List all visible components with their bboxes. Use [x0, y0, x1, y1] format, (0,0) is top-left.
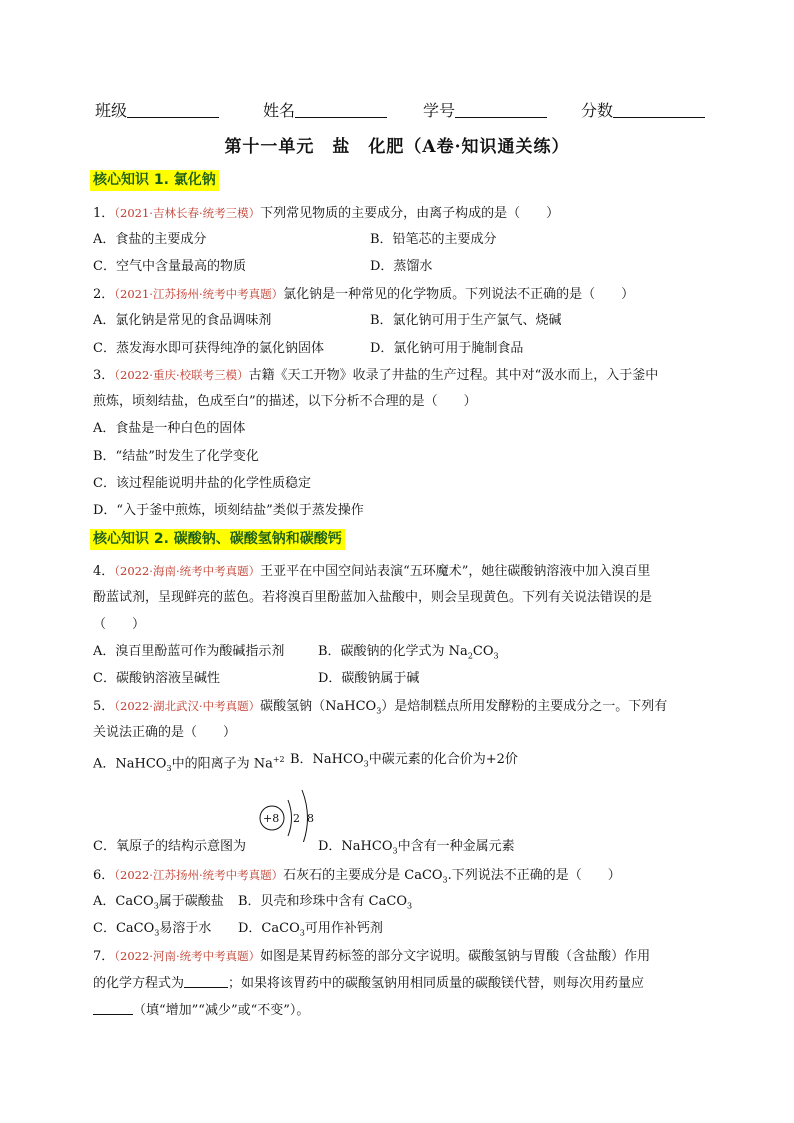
- q3-option-b[interactable]: B．“结盐”时发生了化学变化: [93, 449, 259, 464]
- equation-answer-blank[interactable]: [184, 974, 228, 988]
- name-label: 姓名: [263, 101, 296, 120]
- section-heading-1: 核心知识 1. 氯化钠: [90, 170, 219, 191]
- shell-1-electrons: 2: [293, 812, 300, 825]
- option-text: 中碳元素的化合价为+2价: [368, 752, 518, 767]
- shell-2-electrons: 8: [307, 812, 314, 825]
- question-source: （2022·河南·统考中考真题）: [114, 949, 261, 963]
- subscript: 3: [442, 875, 448, 885]
- question-3-stem-line2: 煎炼，顷刻结盐，色成至白”的描述，以下分析不合理的是（ ）: [93, 394, 477, 409]
- dosage-answer-blank[interactable]: [93, 1001, 133, 1015]
- subscript: 3: [376, 706, 382, 716]
- question-text: （填“增加”“减少”或“不变”）。: [133, 1003, 310, 1018]
- subscript: 3: [154, 928, 160, 938]
- q4-option-d[interactable]: D．碳酸钠属于碱: [318, 671, 420, 686]
- question-source: （2021·江苏扬州·统考中考真题）: [114, 287, 284, 301]
- score-field[interactable]: [581, 98, 705, 121]
- q2-option-a[interactable]: A．氯化钠是常见的食品调味剂: [93, 313, 272, 328]
- q1-option-c[interactable]: C．空气中含量最高的物质: [93, 259, 246, 274]
- question-1-stem: [93, 204, 559, 222]
- q6-option-c[interactable]: [93, 920, 211, 938]
- question-text: 的化学方程式为: [93, 976, 185, 991]
- option-text: 中含有一种金属元素: [397, 839, 515, 854]
- option-text: B．碳酸钠的化学式为 Na: [318, 644, 468, 659]
- question-2-stem: [93, 285, 634, 303]
- question-text: 碳酸氢钠（NaHCO: [260, 699, 377, 714]
- id-label: 学号: [423, 101, 456, 120]
- q5-option-d[interactable]: [318, 838, 515, 856]
- question-source: （2022·海南·统考中考真题）: [114, 564, 261, 578]
- question-text: 如图是某胃药标签的部分文字说明。碳酸氢钠与胃酸（含盐酸）作用: [260, 949, 651, 964]
- q1-option-d[interactable]: D．蒸馏水: [370, 259, 433, 274]
- q3-option-d[interactable]: D．“入于釜中煎炼，顷刻结盐”类似于蒸发操作: [93, 503, 364, 518]
- electron-shell-1: [288, 800, 292, 836]
- question-7-stem-line2: [93, 974, 644, 992]
- question-3-stem-line1: [93, 366, 658, 384]
- option-text: A．CaCO: [93, 894, 154, 909]
- name-field[interactable]: [263, 98, 387, 121]
- superscript: +2: [272, 755, 285, 764]
- question-6-stem: [93, 866, 621, 884]
- option-text: C．CaCO: [93, 921, 155, 936]
- name-blank[interactable]: [295, 101, 387, 118]
- subscript: 3: [392, 846, 398, 856]
- question-text: 王亚平在中国空间站表演“五环魔术”，她往碳酸钠溶液中加入溴百里: [260, 564, 651, 579]
- q6-option-b[interactable]: [238, 893, 412, 911]
- question-source: （2022·江苏扬州·统考中考真题）: [114, 868, 284, 882]
- option-text: B．NaHCO: [290, 752, 364, 767]
- question-text: ）是焙制糕点所用发酵粉的主要成分之一。下列有: [381, 699, 668, 714]
- q1-option-b[interactable]: B．铅笔芯的主要成分: [370, 232, 497, 247]
- question-7-stem-line3: [93, 1001, 309, 1019]
- class-blank[interactable]: [127, 101, 219, 118]
- q3-option-c[interactable]: C．该过程能说明井盐的化学性质稳定: [93, 476, 311, 491]
- question-number: 6．: [93, 868, 115, 883]
- option-text: D．CaCO: [238, 921, 300, 936]
- score-label: 分数: [581, 101, 614, 120]
- option-text: 中的阳离子为 Na: [171, 756, 273, 772]
- q4-option-b[interactable]: [318, 643, 499, 661]
- question-number: 1．: [93, 206, 115, 221]
- option-text: 可用作补钙剂: [304, 921, 383, 936]
- subscript: 3: [299, 928, 305, 938]
- q5-option-c[interactable]: C．氧原子的结构示意图为: [93, 839, 246, 854]
- question-text: 石灰石的主要成分是 CaCO: [283, 868, 443, 883]
- section-heading-2: 核心知识 2. 碳酸钠、碳酸氢钠和碳酸钙: [90, 529, 345, 550]
- page-title: 第十一单元 盐 化肥（A卷·知识通关练）: [224, 137, 570, 157]
- class-field[interactable]: [95, 98, 219, 121]
- subscript: 2: [467, 651, 473, 661]
- subscript: 3: [166, 763, 172, 773]
- question-number: 5．: [93, 699, 115, 714]
- question-number: 3．: [93, 368, 115, 383]
- option-text: D．NaHCO: [318, 839, 393, 854]
- question-text: 古籍《天工开物》收录了井盐的生产过程。其中对“汲水而上，入于釜中: [248, 368, 659, 383]
- q2-option-c[interactable]: C．蒸发海水即可获得纯净的氯化钠固体: [93, 341, 324, 356]
- q5-option-a[interactable]: [93, 751, 285, 773]
- question-4-stem-line2: 酚蓝试剂，呈现鲜亮的蓝色。若将溴百里酚蓝加入盐酸中，则会呈现黄色。下列有关说法错误的是: [93, 590, 653, 605]
- formula-co: CO: [472, 644, 494, 659]
- q6-option-d[interactable]: [238, 920, 383, 938]
- q6-option-a[interactable]: [93, 893, 224, 911]
- subscript: 3: [493, 651, 499, 661]
- question-number: 4．: [93, 564, 115, 579]
- question-number: 2．: [93, 287, 115, 302]
- nucleus-charge: +8: [263, 812, 280, 825]
- q2-option-d[interactable]: D．氯化钠可用于腌制食品: [370, 341, 524, 356]
- q5-option-b[interactable]: [290, 751, 518, 769]
- question-4-stem-line3: （ ）: [93, 617, 146, 632]
- question-text: 氯化钠是一种常见的化学物质。下列说法不正确的是（ ）: [283, 287, 635, 302]
- question-text: ；如果将该胃药中的碳酸氢钠用相同质量的碳酸镁代替，则每次用药量应: [228, 976, 645, 991]
- subscript: 3: [407, 901, 413, 911]
- subscript: 3: [153, 901, 159, 911]
- question-source: （2022·重庆·校联考三模）: [114, 368, 249, 382]
- student-id-field[interactable]: [423, 98, 547, 121]
- question-5-stem-line1: [93, 697, 667, 715]
- option-text: 易溶于水: [159, 921, 212, 936]
- question-4-stem-line1: [93, 562, 650, 580]
- student-info-bar: [95, 98, 715, 122]
- score-blank[interactable]: [613, 101, 705, 118]
- id-blank[interactable]: [455, 101, 547, 118]
- question-number: 7．: [93, 949, 115, 964]
- q4-option-c[interactable]: C．碳酸钠溶液呈碱性: [93, 671, 220, 686]
- option-text: A．NaHCO: [93, 756, 167, 772]
- question-5-stem-line2: 关说法正确的是（ ）: [93, 725, 237, 740]
- option-text: 属于碳酸盐: [158, 894, 224, 909]
- question-text: 下列常见物质的主要成分，由离子构成的是（ ）: [260, 206, 560, 221]
- q2-option-b[interactable]: B．氯化钠可用于生产氯气、烧碱: [370, 313, 562, 328]
- q3-option-a[interactable]: A．食盐是一种白色的固体: [93, 421, 246, 436]
- question-source: （2021·吉林长春·统考三模）: [114, 206, 261, 220]
- q4-option-a[interactable]: A．溴百里酚蓝可作为酸碱指示剂: [93, 644, 285, 659]
- question-text: .下列说法不正确的是（ ）: [447, 868, 621, 883]
- question-source: （2022·湖北武汉·中考真题）: [114, 699, 261, 713]
- class-label: 班级: [95, 101, 128, 120]
- oxygen-atom-structure-diagram: [255, 782, 325, 842]
- subscript: 3: [363, 759, 369, 769]
- option-text: B．贝壳和珍珠中含有 CaCO: [238, 894, 407, 909]
- q1-option-a[interactable]: A．食盐的主要成分: [93, 232, 207, 247]
- question-7-stem-line1: [93, 947, 650, 965]
